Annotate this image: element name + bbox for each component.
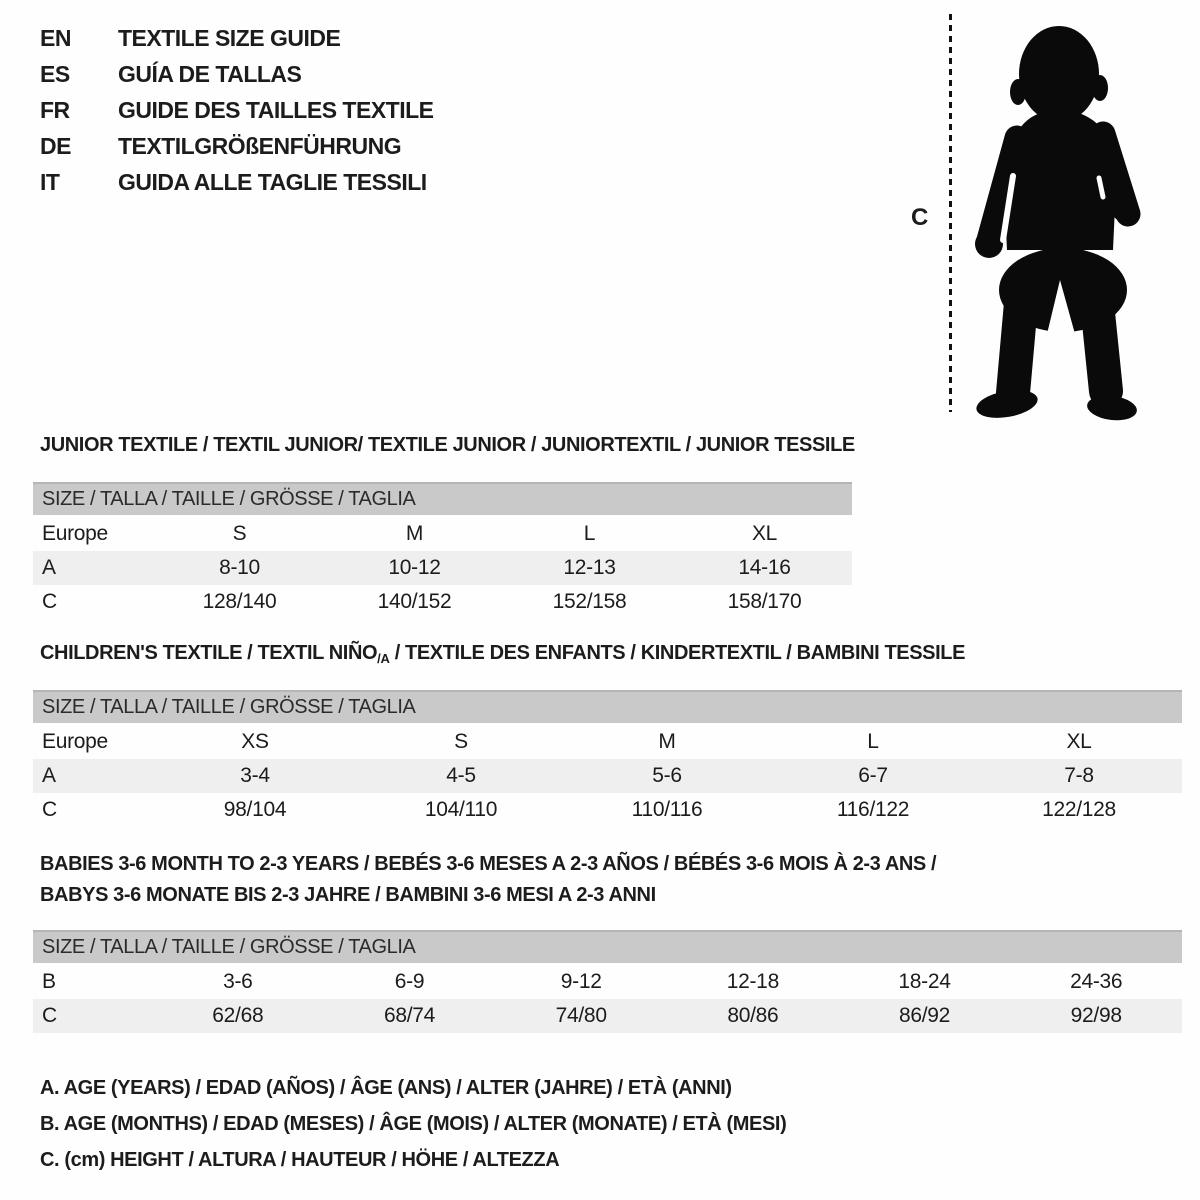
cell-value: 3-4 [240,764,270,787]
table-row-months [33,965,1182,999]
size-column: L [867,730,879,753]
cell-value: 5-6 [652,764,682,787]
language-code: DE [40,133,71,159]
table-header-row [33,517,852,551]
cell-value: 128/140 [202,590,277,613]
cell-value: 3-6 [223,970,253,993]
table-row-height [33,999,1182,1033]
cell-value: 92/98 [1070,1004,1122,1027]
row-label: C [42,798,57,821]
cell-value: 68/74 [383,1004,436,1027]
row-label: C [42,1004,57,1027]
cell-value: 86/92 [898,1004,951,1027]
footnotes [40,1070,786,1178]
cell-value: 12-18 [726,970,779,993]
babies-section-title [40,849,936,911]
footnote-c: C. (cm) HEIGHT / ALTURA / HAUTEUR / HÖHE / ALTEZZA [40,1149,560,1171]
cell-value: 7-8 [1064,764,1094,787]
size-column: XL [1066,730,1092,753]
row-label: B [42,970,56,993]
language-row-fr [40,92,434,128]
cell-value: 4-5 [446,764,476,787]
table-header-row [33,725,1182,759]
size-column: M [405,522,424,545]
region-header: Europe [42,730,108,753]
babies-size-table [33,930,1182,1033]
footnote-b: B. AGE (MONTHS) / EDAD (MESES) / ÂGE (MOIS) / ALTER (MONATE) / ETÀ (MESI) [40,1113,787,1135]
cell-value: 116/122 [836,798,910,821]
size-column: S [232,522,247,545]
language-title: GUIDA ALLE TAGLIE TESSILI [118,169,427,195]
size-column: XS [241,730,269,753]
title-text: CHILDREN'S TEXTILE / TEXTIL NIÑO [40,642,378,664]
cell-value: 140/152 [377,590,452,613]
size-column: M [658,730,676,753]
size-column: L [583,522,596,545]
junior-size-table [33,482,852,619]
language-code: FR [40,97,70,123]
cell-value: 6-7 [858,764,888,787]
cell-value: 9-12 [560,970,602,993]
height-dashed-line [949,14,952,412]
size-header-bar: SIZE / TALLA / TAILLE / GRÖSSE / TAGLIA [33,482,852,515]
cell-value: 110/116 [631,798,703,821]
footnote-a: A. AGE (YEARS) / EDAD (AÑOS) / ÂGE (ANS) / ALTER (JAHRE) / ETÀ (ANNI) [40,1077,732,1099]
language-code: EN [40,25,71,51]
language-title: TEXTILGRÖßENFÜHRUNG [118,133,402,159]
cell-value: 158/170 [727,590,802,613]
size-column: XL [751,522,778,545]
cell-value: 10-12 [388,556,441,579]
language-code: ES [40,61,70,87]
language-list [40,20,434,200]
cell-value: 14-16 [738,556,791,579]
language-row-en [40,20,434,56]
babies-title-line1: BABIES 3-6 MONTH TO 2-3 YEARS / BEBÉS 3-6 MESES A 2-3 AÑOS / BÉBÉS 3-6 MOIS À 2-3 ANS / [40,853,937,875]
language-row-es [40,56,434,92]
row-label: A [42,764,56,787]
row-label: C [42,590,57,613]
height-figure [905,8,1197,420]
cell-value: 80/86 [727,1004,779,1027]
table-row-height [33,793,1182,827]
baby-silhouette-icon [963,18,1148,423]
height-measure-label: C [911,204,929,231]
cell-value: 74/80 [555,1004,607,1027]
cell-value: 8-10 [219,556,260,579]
cell-value: 122/128 [1042,798,1116,821]
title-subscript: /A [377,651,390,666]
cell-value: 24-36 [1070,970,1123,993]
cell-value: 98/104 [223,798,287,821]
title-text: / TEXTILE DES ENFANTS / KINDERTEXTIL / BAMBINI TESSILE [389,642,966,664]
cell-value: 62/68 [212,1004,264,1027]
language-row-it [40,164,434,200]
cell-value: 152/158 [552,590,627,613]
language-row-de [40,128,434,164]
cell-value: 18-24 [898,970,951,993]
cell-value: 12-13 [563,556,616,579]
babies-title-line2: BABYS 3-6 MONATE BIS 2-3 JAHRE / BAMBINI 3-6 MESI A 2-3 ANNI [40,884,656,906]
region-header: Europe [42,522,108,545]
size-header-bar: SIZE / TALLA / TAILLE / GRÖSSE / TAGLIA [33,930,1182,963]
table-row-age [33,551,852,585]
table-row-age [33,759,1182,793]
size-header-bar: SIZE / TALLA / TAILLE / GRÖSSE / TAGLIA [33,690,1182,723]
language-code: IT [40,169,60,195]
row-label: A [42,556,56,579]
language-title: GUÍA DE TALLAS [118,61,302,87]
language-title: GUIDE DES TAILLES TEXTILE [118,97,434,123]
table-row-height [33,585,852,619]
cell-value: 6-9 [394,970,425,993]
language-title: TEXTILE SIZE GUIDE [118,25,341,51]
junior-section-title: JUNIOR TEXTILE / TEXTIL JUNIOR/ TEXTILE JUNIOR / JUNIORTEXTIL / JUNIOR TESSILE [40,434,855,456]
size-column: S [454,730,468,753]
children-size-table [33,690,1182,827]
cell-value: 104/110 [424,798,498,821]
children-section-title [40,642,965,666]
